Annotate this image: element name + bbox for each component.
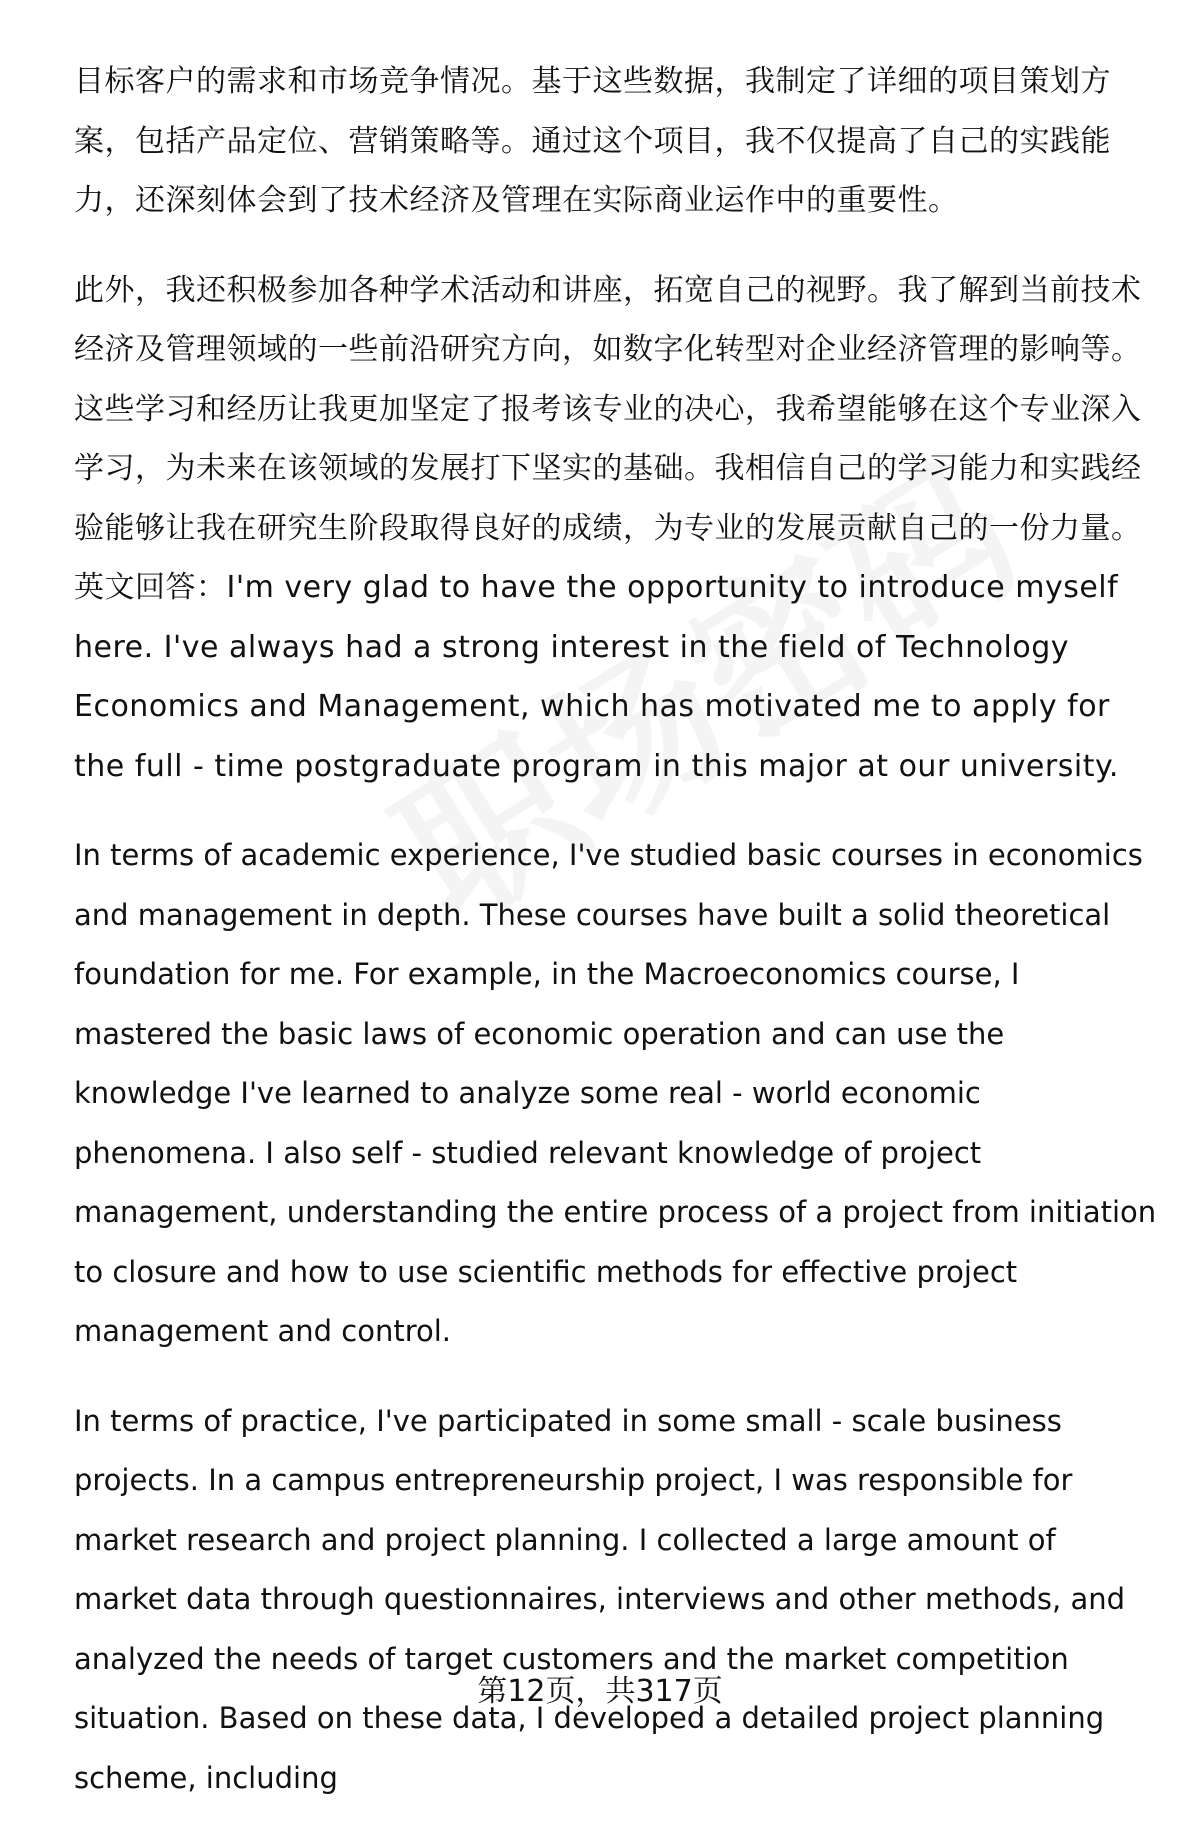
paragraph-2: 此外，我还积极参加各种学术活动和讲座，拓宽自己的视野。我了解到当前技术经济及管理领域的一些前沿研究方向，如数字化转型对企业经济管理的影响等。这些学习和经历让我更加坚定了报考该专业的决心，我希望能够在这个专业深入学习，为未来在该领域的发展打下坚实的基础。我相信自己的学习能力和实践经验能够让我在研究生阶段取得良好的成绩，为专业的发展贡献自己的一份力量。 英文回答：I'm very glad to have the opportunity to introduce myself here. I've always had a strong interest in the field of Technology Economics and Management, which has motivated me to apply for the full - time postgraduate program in this major at our university. (74, 272, 1142, 784)
paragraph-1: 目标客户的需求和市场竞争情况。基于这些数据，我制定了详细的项目策划方案，包括产品定位、营销策略等。通过这个项目，我不仅提高了自己的实践能力，还深刻体会到了技术经济及管理在实际商业运作中的重要性。 (74, 64, 1111, 218)
paragraph-4: In terms of practice, I've participated in some small - scale business projects. In a campus entrepreneurship project, I was responsible for market research and project planning. I collected a large amount of market data through questionnaires, interviews and other methods, and analyzed the needs of target customers and the market competition situation. Based on these data, I developed a detailed project planning scheme, including (74, 1403, 1126, 1795)
document-body (74, 52, 1164, 1838)
paragraph-3: In terms of academic experience, I've studied basic courses in economics and management in depth. These courses have built a solid theoretical foundation for me. For example, in the Macroeconomics course, I mastered the basic laws of economic operation and can use the knowledge I've learned to analyze some real - world economic phenomena. I also self - studied relevant knowledge of project management, understanding the entire process of a project from initiation to closure and how to use scientific methods for effective project management and control. (74, 838, 1157, 1348)
page-number-footer: 第12页，共317页 (477, 1674, 723, 1709)
